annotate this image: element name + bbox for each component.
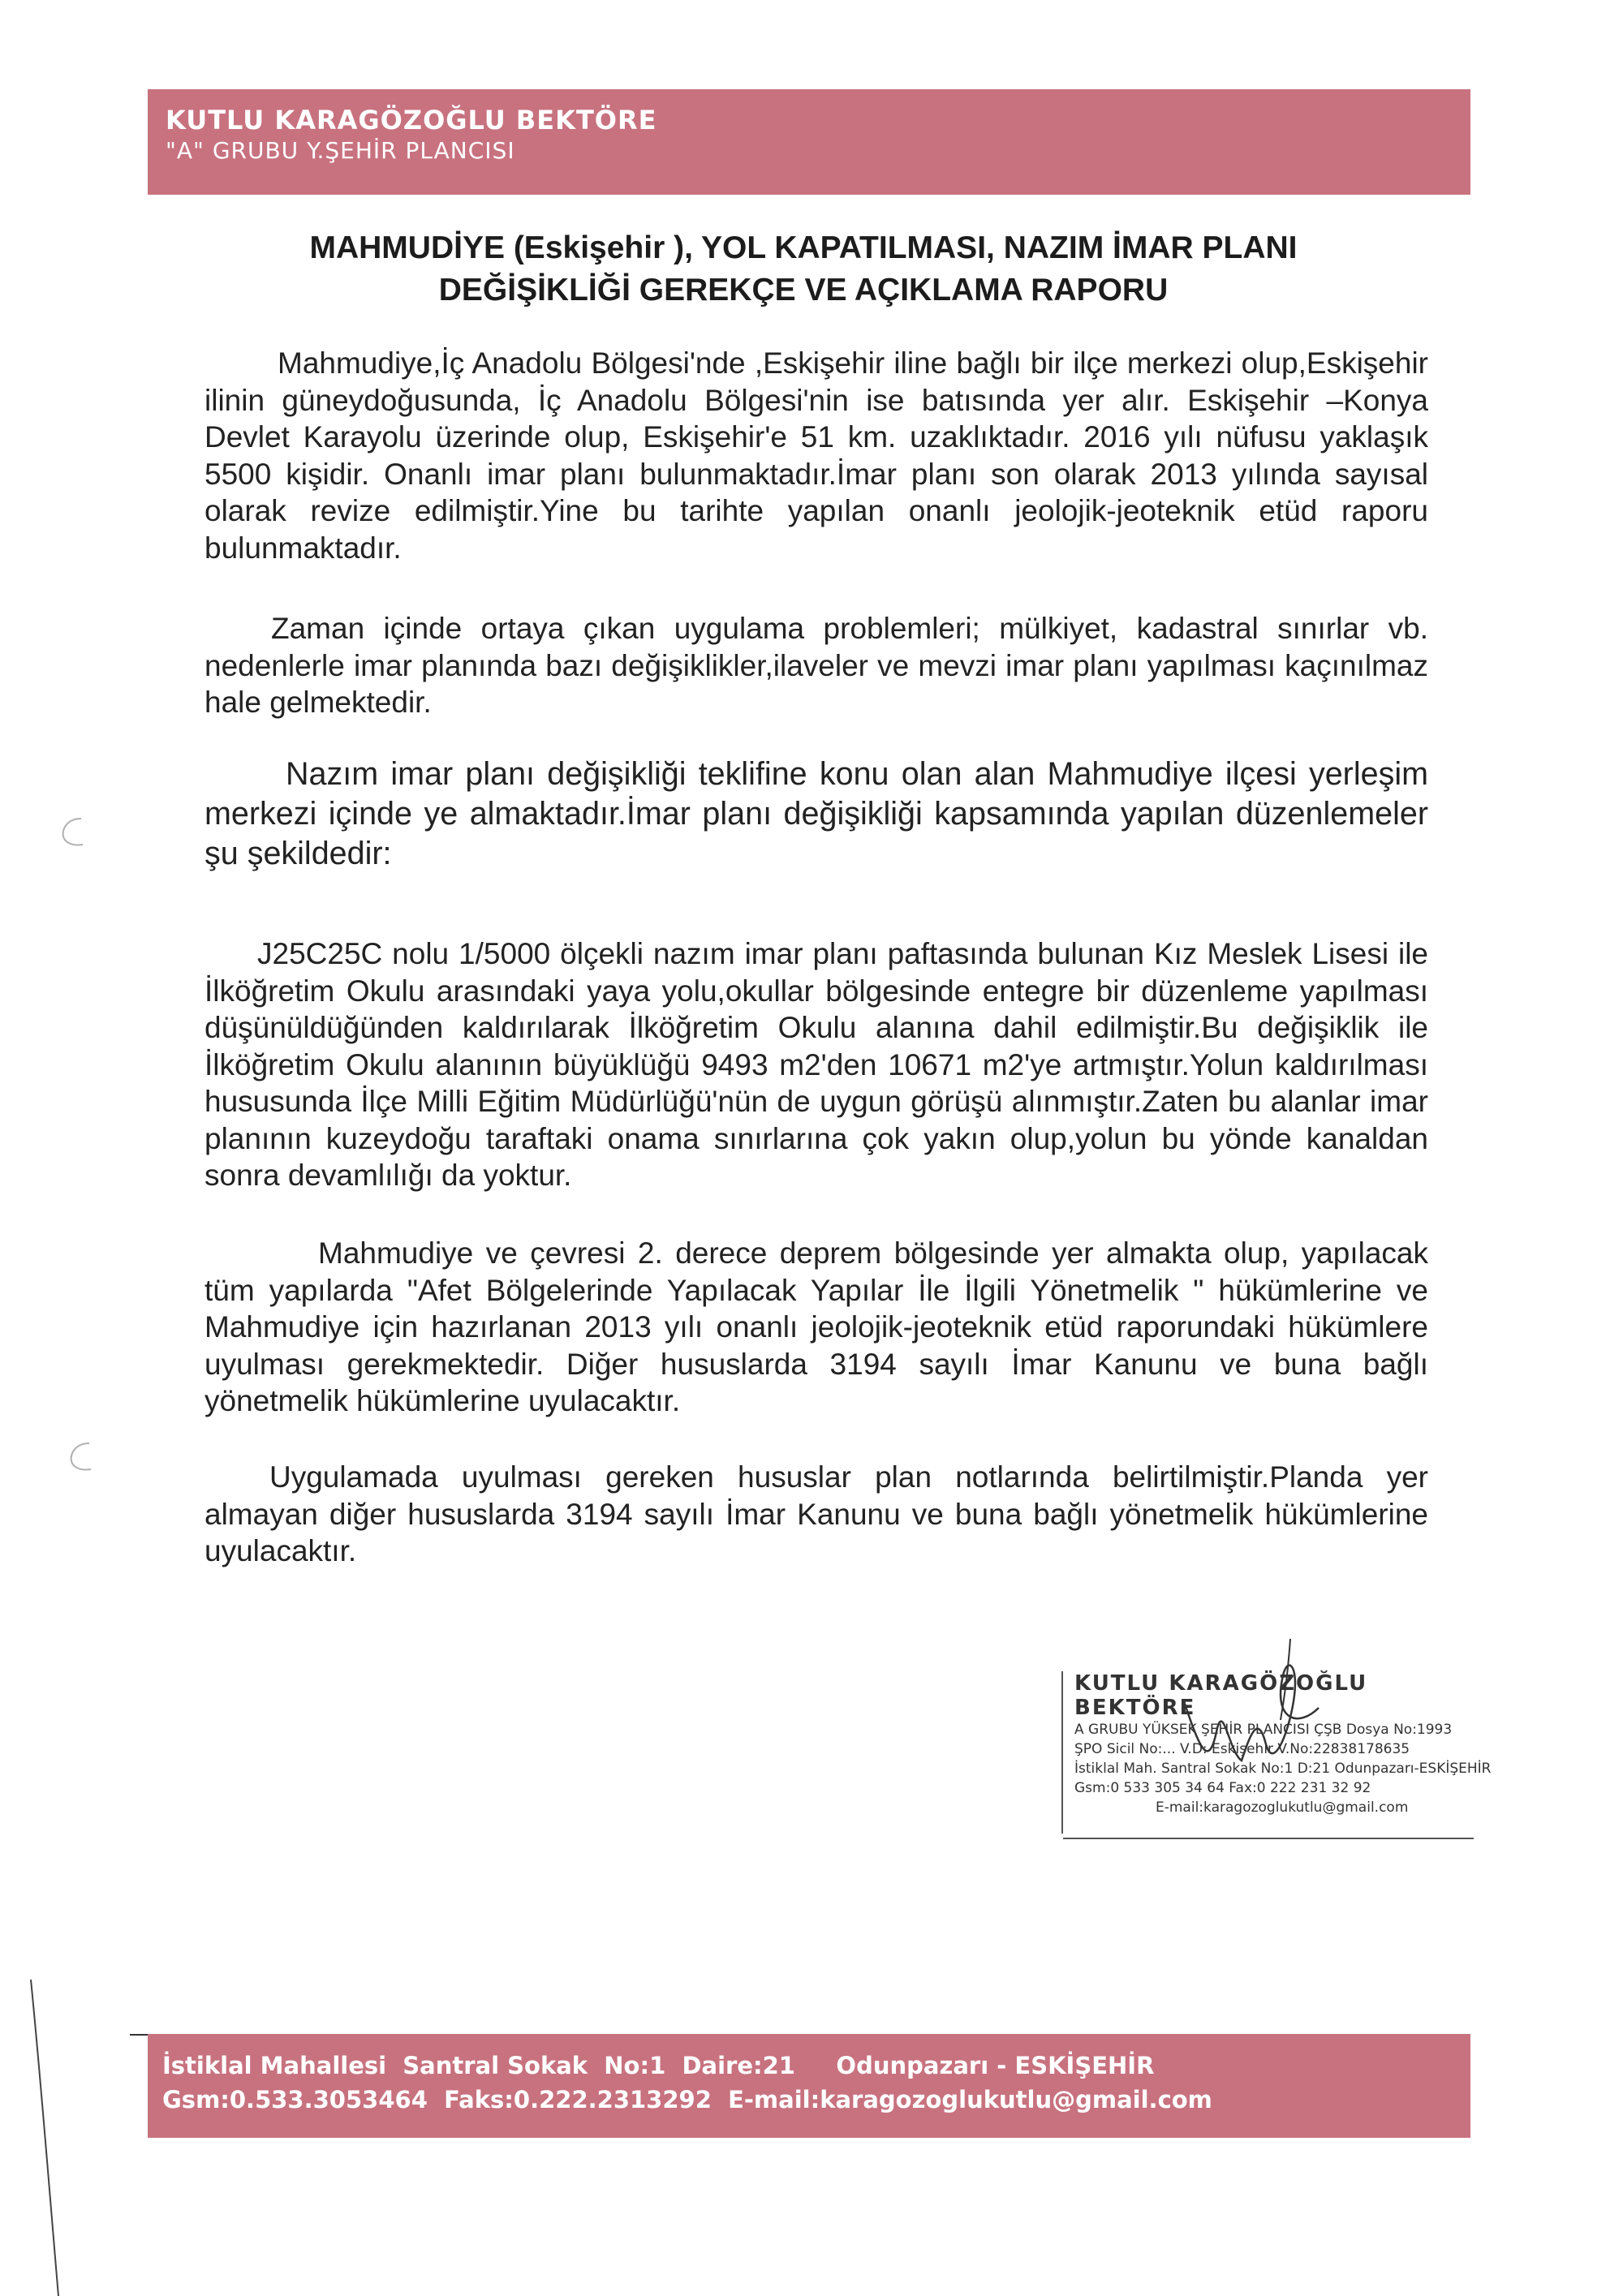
paragraph-application: Uygulamada uyulması gereken hususlar plan notlarında belirtilmiştir.Planda yer almayan diğer hususlarda 3194 sayılı İmar Kanunu ve buna bağlı yönetmelik hükümlerine uyulacaktır. [204,1460,1428,1567]
footer-rule [130,2034,149,2036]
document-title-line-1: MAHMUDİYE (Eskişehir ), YOL KAPATILMASI, NAZIM İMAR PLANI [309,230,1298,265]
footer-address: İstiklal Mahallesi Santral Sokak No:1 Daire:21 Odunpazarı - ESKİŞEHİR [162,2052,1155,2079]
stamp-email: E-mail:karagozoglukutlu@gmail.com [1156,1799,1409,1816]
paragraph-scope: Nazım imar planı değişikliği teklifine konu olan alan Mahmudiye ilçesi yerleşim merkezi içinde ye almaktadır.İmar planı değişikliği kapsamında yapılan düzenlemeler şu şekildedir: [204,756,1428,871]
letterhead-banner [148,89,1470,195]
document-title [203,227,1404,312]
paragraph-location: Mahmudiye,İç Anadolu Bölgesi'nde ,Eskişehir iline bağlı bir ilçe merkezi olup,Eskişehir ilinin güneydoğusunda, İç Anadolu Bölgesi'nin ise batısında yer alır. Eskişehir –Konya Devlet Karayolu üzerinde olup, Eskişehir'e 51 km. uzaklıktadır. 2016 yılı nüfusu yaklaşık 5500 kişidir. Onanlı imar planı bulunmaktadır.İmar planı son olarak 2013 yılında sayısal olarak revize edilmiştir.Yine bu tarihte yapılan onanlı jeolojik-jeoteknik etüd raporu bulunmaktadır. [204,346,1428,565]
letterhead-name: KUTLU KARAGÖZOĞLU BEKTÖRE [166,105,657,135]
stamp-line: Gsm:0 533 305 34 64 Fax:0 222 231 32 92 [1074,1780,1371,1796]
stamp-line: İstiklal Mah. Santral Sokak No:1 D:21 Odunpazarı-ESKİŞEHİR [1074,1761,1492,1777]
punch-hole-mark [58,815,86,848]
stamp-underline [1063,1838,1474,1839]
footer-contact: Gsm:0.533.3053464 Faks:0.222.2313292 E-mail:karagozoglukutlu@gmail.com [162,2086,1212,2113]
letterhead-role: "A" GRUBU Y.ŞEHİR PLANCISI [166,137,515,164]
punch-hole-mark [67,1440,94,1473]
stamp-name: KUTLU KARAGÖZOĞLU BEKTÖRE [1074,1671,1368,1720]
handwritten-signature [1152,1631,1331,1809]
paragraph-earthquake: Mahmudiye ve çevresi 2. derece deprem bölgesinde yer almakta olup, yapılacak tüm yapılarda "Afet Bölgelerinde Yapılacak Yapılar İle İlgili Yönetmelik " hükümlerine ve Mahmudiye için hazırlanan 2013 yılı onanlı jeolojik-jeoteknik etüd raporundaki hükümlere uyulması gerekmektedir. Diğer hususlarda 3194 sayılı İmar Kanunu ve buna bağlı yönetmelik hükümlerine uyulacaktır. [204,1236,1428,1417]
stamp-line: A GRUBU YÜKSEK ŞEHİR PLANCISI ÇŞB Dosya No:1993 [1074,1722,1453,1738]
paragraph-problems: Zaman içinde ortaya çıkan uygulama problemleri; mülkiyet, kadastral sınırlar vb. nedenlerle imar planında bazı değişiklikler,ilaveler ve mevzi imar planı yapılması kaçınılmaz hale gelmektedir. [204,612,1428,719]
scan-edge-line [24,1980,73,2296]
document-title-line-2: DEĞİŞİKLİĞİ GEREKÇE VE AÇIKLAMA RAPORU [438,273,1169,307]
stamp-line: ŞPO Sicil No:... V.D: Eskişehir V.No:22838178635 [1074,1741,1410,1757]
footer-banner [148,2034,1470,2138]
paragraph-change-detail: J25C25C nolu 1/5000 ölçekli nazım imar planı paftasında bulunan Kız Meslek Lisesi ile İlköğretim Okulu arasındaki yaya yolu,okullar bölgesinde entegre bir düzenleme yapılması düşünüldüğünden kaldırılarak İlköğretim Okulu alanına dahil edilmiştir.Bu değişiklik ile İlköğretim Okulu alanının büyüklüğü 9493 m2'den 10671 m2'ye artmıştır.Yolun kaldırılması hususunda İlçe Milli Eğitim Müdürlüğü'nün de uygun görüşü alınmıştır.Zaten bu alanlar imar planının kuzeydoğu taraftaki onama sınırlarına çok yakın olup,yolun bu yönde kanaldan sonra devamlılığı da yoktur. [204,937,1428,1192]
